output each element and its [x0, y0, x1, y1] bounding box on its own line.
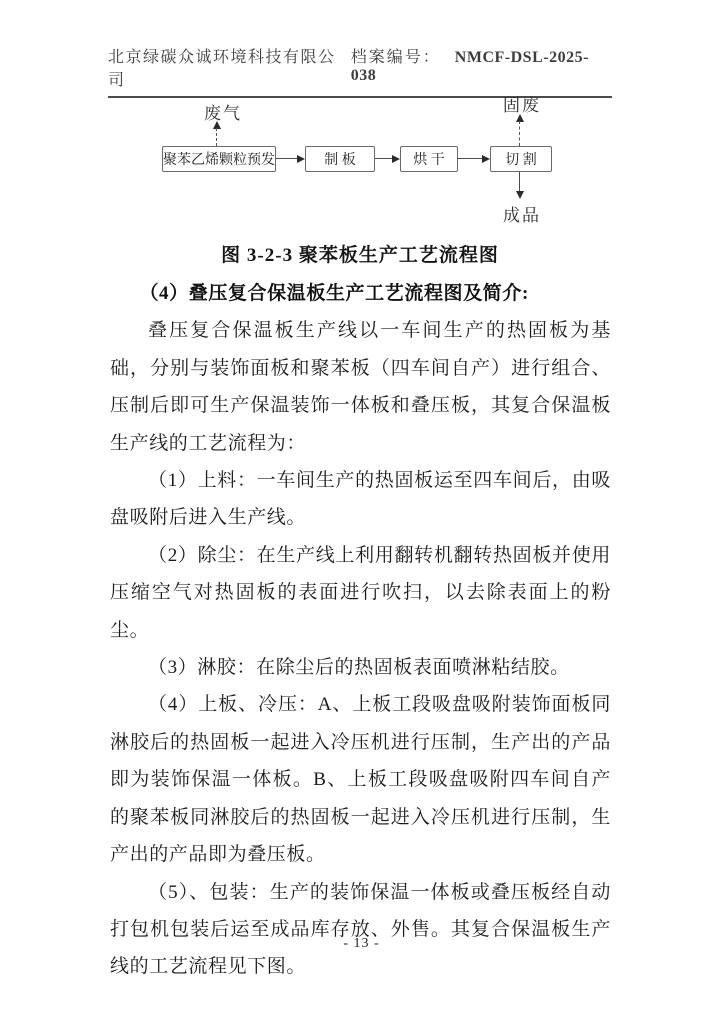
- flowchart-box-label: 切 割: [505, 153, 537, 168]
- figure-caption: 图 3-2-3 聚苯板生产工艺流程图: [221, 245, 499, 266]
- header-company: 北京绿碳众诚环境科技有限公司: [108, 49, 336, 89]
- dashed-line: [216, 128, 217, 146]
- page-footer: - 13 -: [343, 936, 380, 951]
- flowchart-box-board-making: [305, 146, 375, 172]
- connector-line: [276, 158, 298, 159]
- body-paragraph: （2）除尘：在生产线上利用翻转机翻转热固板并使用压缩空气对热固板的表面进行吹扫，以去除表面上的粉尘。: [110, 544, 611, 641]
- flowchart-box-label: 烘 干: [413, 153, 445, 168]
- body-paragraph: （3）淋胶：在除尘后的热固板表面喷淋粘结胶。: [148, 657, 570, 679]
- flowchart-box-label: 聚苯乙烯颗粒预发: [163, 153, 275, 168]
- body-paragraph: 叠压复合保温板生产线以一车间生产的热固板为基础，分别与装饰面板和聚苯板（四车间自产）进行组合、压制后即可生产保温装饰一体板和叠压板，其复合保温板生产线的工艺流程为：: [110, 320, 611, 454]
- arrow-right-icon: [482, 155, 490, 163]
- arrow-up-icon: [516, 114, 524, 122]
- arrow-down-icon: [516, 191, 524, 199]
- dashed-line: [519, 121, 520, 146]
- file-no-label: 档案编号：: [350, 49, 441, 66]
- body-paragraph: （5）、包装：生产的装饰保温一体板或叠压板经自动打包机包装后运至成品库存放、外售。其复合保温板生产线的工艺流程见下图。: [110, 881, 611, 978]
- section-heading: （4）叠压复合保温板生产工艺流程图及简介:: [139, 283, 529, 304]
- flowchart-box-drying: [400, 146, 458, 172]
- connector-line: [519, 172, 520, 192]
- arrow-up-icon: [213, 121, 221, 129]
- connector-line: [375, 158, 393, 159]
- process-flowchart: [0, 95, 723, 225]
- header-file-number: [351, 44, 612, 85]
- arrow-right-icon: [297, 155, 305, 163]
- flowchart-box-label: 制 板: [324, 153, 356, 168]
- body-paragraph: （1）上料：一车间生产的热固板运至四车间后，由吸盘吸附后进入生产线。: [110, 470, 611, 529]
- flowchart-label-solid-waste: 固废: [503, 96, 541, 115]
- flowchart-label-product: 成品: [503, 206, 541, 225]
- document-body: [110, 275, 611, 986]
- arrow-right-icon: [392, 155, 400, 163]
- flowchart-label-waste-gas: 废气: [204, 104, 242, 123]
- body-paragraph: （4）上板、冷压：A、上板工段吸盘吸附装饰面板同淋胶后的热固板一起进入冷压机进行压制，生产出的产品即为装饰保温一体板。B、上板工段吸盘吸附四车间自产的聚苯板同淋胶后的热固板一起进入冷压机进行压制，生产出的产品即为叠压板。: [110, 694, 611, 866]
- connector-line: [458, 158, 483, 159]
- page-header: [108, 44, 612, 98]
- flowchart-box-pre-expansion: [162, 146, 276, 172]
- flowchart-box-cutting: [490, 146, 552, 172]
- file-no-value: NMCF-DSL-2025-038: [350, 49, 589, 84]
